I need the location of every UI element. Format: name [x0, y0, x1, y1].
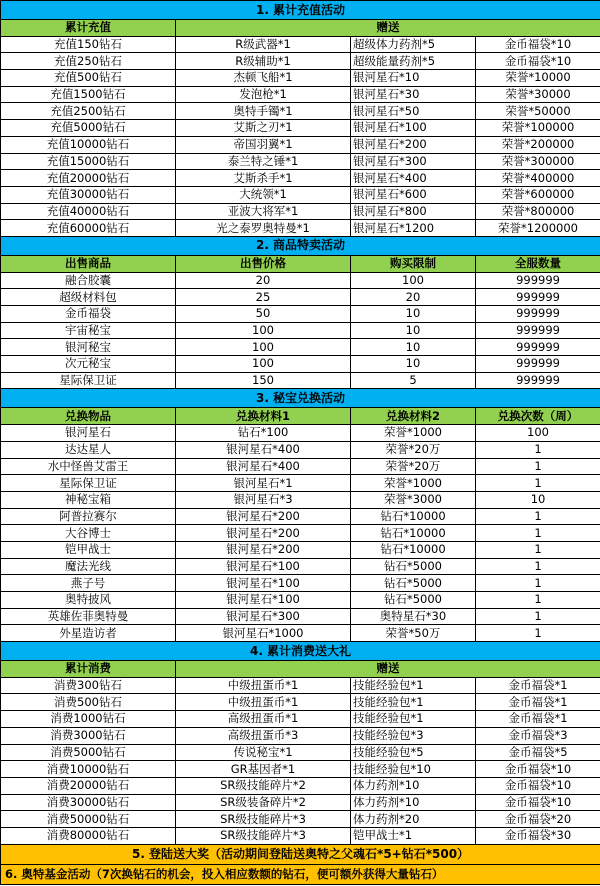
table-cell: 荣誉*50万 [351, 625, 476, 642]
table-cell: 钻石*5000 [351, 592, 476, 609]
table-cell: 消费20000钻石 [1, 777, 176, 794]
table-row [1, 425, 600, 442]
table-cell: 奥特星石*30 [351, 608, 476, 625]
column-header: 出售价格 [176, 255, 351, 272]
table-cell: SR级装备碎片*2 [176, 794, 351, 811]
table-cell: 金币福袋*1 [476, 677, 600, 694]
table-cell: 充值15000钻石 [1, 153, 176, 170]
table-cell: 钻石*100 [176, 425, 351, 442]
table-cell: 999999 [476, 322, 600, 339]
table-cell: 超级体力药剂*5 [351, 36, 476, 53]
table-cell: 消费300钻石 [1, 677, 176, 694]
table-cell: 金币福袋*10 [476, 777, 600, 794]
table-cell: 发泡枪*1 [176, 86, 351, 103]
table-cell: 传说秘宝*1 [176, 744, 351, 761]
table-cell: 50 [176, 306, 351, 323]
table-cell: 荣誉*400000 [476, 170, 600, 187]
table-cell: 技能经验包*10 [351, 761, 476, 778]
table-cell: 体力药剂*10 [351, 777, 476, 794]
table-cell: 融合胶囊 [1, 272, 176, 289]
table-cell: 艾斯杀手*1 [176, 170, 351, 187]
table-cell: 金币福袋*30 [476, 827, 600, 844]
table-cell: 1 [476, 525, 600, 542]
table-cell: 10 [351, 306, 476, 323]
table-cell: 荣誉*1000 [351, 425, 476, 442]
section-title: 1. 累计充值活动 [1, 1, 600, 20]
table-cell: 技能经验包*3 [351, 727, 476, 744]
table-cell: 消费10000钻石 [1, 761, 176, 778]
table-row [1, 694, 600, 711]
table-cell: 银河星石*400 [176, 458, 351, 475]
table-row [1, 475, 600, 492]
table-row [1, 372, 600, 389]
table-cell: 充值1500钻石 [1, 86, 176, 103]
section-title-row [1, 236, 600, 255]
table-cell: 荣誉*20万 [351, 441, 476, 458]
table-cell: 100 [476, 425, 600, 442]
table-cell: 1 [476, 508, 600, 525]
table-cell: 银河星石*100 [176, 575, 351, 592]
table-cell: R级辅助*1 [176, 53, 351, 70]
table-cell: 水中怪兽艾雷王 [1, 458, 176, 475]
table-cell: 充值40000钻石 [1, 203, 176, 220]
column-header-row [1, 255, 600, 272]
table-cell: 100 [176, 339, 351, 356]
column-header-row [1, 661, 600, 678]
table-cell: 荣誉*600000 [476, 186, 600, 203]
table-cell: 1 [476, 458, 600, 475]
table-cell: 银河星石*200 [176, 525, 351, 542]
table-cell: 荣誉*10000 [476, 70, 600, 87]
table-cell: 银河星石*50 [351, 103, 476, 120]
table-cell: 金币福袋*1 [476, 694, 600, 711]
table-cell: 银河星石*300 [176, 608, 351, 625]
table-row [1, 86, 600, 103]
table-cell: 银河星石*200 [176, 508, 351, 525]
table-cell: 1 [476, 558, 600, 575]
table-cell: 充值500钻石 [1, 70, 176, 87]
table-cell: 消费3000钻石 [1, 727, 176, 744]
table-cell: 100 [176, 356, 351, 373]
table-cell: 中级扭蛋币*1 [176, 677, 351, 694]
table-row [1, 744, 600, 761]
table-cell: 999999 [476, 356, 600, 373]
table-row [1, 153, 600, 170]
table-cell: 荣誉*30000 [476, 86, 600, 103]
table-row [1, 289, 600, 306]
table-row [1, 575, 600, 592]
table-cell: 充值10000钻石 [1, 136, 176, 153]
table-cell: 10 [476, 491, 600, 508]
table-cell: 银河星石*1 [176, 475, 351, 492]
table-cell: 高级扭蛋币*3 [176, 727, 351, 744]
column-header: 兑换次数（周） [476, 408, 600, 425]
table-cell: 英雄佐菲奥特曼 [1, 608, 176, 625]
table-cell: 技能经验包*1 [351, 694, 476, 711]
section-title-row [1, 844, 600, 864]
table-row [1, 508, 600, 525]
table-cell: 银河星石*300 [351, 153, 476, 170]
table-cell: 1 [476, 625, 600, 642]
table-cell: 金币福袋*3 [476, 727, 600, 744]
table-cell: SR级技能碎片*3 [176, 827, 351, 844]
table-cell: 10 [351, 356, 476, 373]
table-cell: 1 [476, 541, 600, 558]
table-cell: 外星造访者 [1, 625, 176, 642]
column-header: 累计充值 [1, 20, 176, 37]
table-cell: 金币福袋*5 [476, 744, 600, 761]
table-cell: 技能经验包*1 [351, 677, 476, 694]
table-cell: 银河星石*800 [351, 203, 476, 220]
table-cell: 星际保卫证 [1, 475, 176, 492]
table-cell: 宇宙秘宝 [1, 322, 176, 339]
table-cell: 10 [351, 322, 476, 339]
table-cell: SR级技能碎片*3 [176, 811, 351, 828]
table-row [1, 272, 600, 289]
table-row [1, 727, 600, 744]
section-title: 4. 累计消费送大礼 [1, 642, 600, 661]
table-cell: 消费5000钻石 [1, 744, 176, 761]
table-cell: 荣誉*100000 [476, 120, 600, 137]
table-cell: 银河星石*200 [351, 136, 476, 153]
table-row [1, 677, 600, 694]
section-title-row [1, 389, 600, 408]
table-cell: 金币福袋*10 [476, 53, 600, 70]
table-row [1, 356, 600, 373]
table-cell: 999999 [476, 372, 600, 389]
table-cell: 银河星石 [1, 425, 176, 442]
table-row [1, 120, 600, 137]
table-cell: 中级扭蛋币*1 [176, 694, 351, 711]
table-cell: 超级能量药剂*5 [351, 53, 476, 70]
column-header: 累计消费 [1, 661, 176, 678]
table-row [1, 794, 600, 811]
table-cell: 大统领*1 [176, 186, 351, 203]
table-cell: 钻石*10000 [351, 541, 476, 558]
table-cell: 泰兰特之锤*1 [176, 153, 351, 170]
table-row [1, 136, 600, 153]
table-row [1, 170, 600, 187]
table-row [1, 339, 600, 356]
table-cell: 100 [176, 322, 351, 339]
table-cell: 金币福袋*10 [476, 794, 600, 811]
section-title-row [1, 642, 600, 661]
table-cell: 魔法光线 [1, 558, 176, 575]
table-cell: 消费50000钻石 [1, 811, 176, 828]
section-title-row [1, 864, 600, 884]
table-cell: 银河星石*100 [176, 592, 351, 609]
table-cell: 1 [476, 441, 600, 458]
table-row [1, 541, 600, 558]
table-cell: 金币福袋*10 [476, 761, 600, 778]
table-row [1, 103, 600, 120]
table-cell: 荣誉*1200000 [476, 220, 600, 237]
table-cell: 奥特披风 [1, 592, 176, 609]
table-row [1, 777, 600, 794]
table-cell: 荣誉*3000 [351, 491, 476, 508]
table-cell: 金币福袋*1 [476, 711, 600, 728]
table-cell: 1 [476, 592, 600, 609]
table-row [1, 827, 600, 844]
table-cell: 银河星石*100 [176, 558, 351, 575]
column-header-row [1, 20, 600, 37]
table-cell: 25 [176, 289, 351, 306]
table-cell: 20 [176, 272, 351, 289]
table-cell: R级武器*1 [176, 36, 351, 53]
table-cell: 神秘宝箱 [1, 491, 176, 508]
table-cell: 钻石*10000 [351, 508, 476, 525]
table-cell: 银河星石*10 [351, 70, 476, 87]
table-row [1, 811, 600, 828]
table-cell: 10 [351, 339, 476, 356]
column-header: 赠送 [176, 661, 600, 678]
column-header: 购买限制 [351, 255, 476, 272]
section-title: 3. 秘宝兑换活动 [1, 389, 600, 408]
table-cell: 充值20000钻石 [1, 170, 176, 187]
table-row [1, 70, 600, 87]
table-cell: 银河秘宝 [1, 339, 176, 356]
table-cell: 充值150钻石 [1, 36, 176, 53]
table-cell: 体力药剂*20 [351, 811, 476, 828]
table-row [1, 441, 600, 458]
table-row [1, 220, 600, 237]
table-cell: 光之泰罗奥特曼*1 [176, 220, 351, 237]
section-title-row [1, 1, 600, 20]
table-cell: 充值60000钻石 [1, 220, 176, 237]
column-header: 兑换材料2 [351, 408, 476, 425]
table-cell: 星际保卫证 [1, 372, 176, 389]
table-cell: 消费500钻石 [1, 694, 176, 711]
table-cell: 100 [351, 272, 476, 289]
table-cell: 1 [476, 475, 600, 492]
table-cell: 消费80000钻石 [1, 827, 176, 844]
column-header: 赠送 [176, 20, 600, 37]
table-row [1, 322, 600, 339]
table-row [1, 711, 600, 728]
table-cell: 银河星石*30 [351, 86, 476, 103]
table-row [1, 558, 600, 575]
table-cell: 消费1000钻石 [1, 711, 176, 728]
table-cell: 高级扭蛋币*1 [176, 711, 351, 728]
table-cell: 荣誉*1000 [351, 475, 476, 492]
column-header: 全服数量 [476, 255, 600, 272]
table-cell: 充值5000钻石 [1, 120, 176, 137]
table-cell: 技能经验包*1 [351, 711, 476, 728]
table-cell: 铠甲战士 [1, 541, 176, 558]
table-cell: 燕子号 [1, 575, 176, 592]
table-cell: 银河星石*400 [176, 441, 351, 458]
table-cell: 银河星石*3 [176, 491, 351, 508]
table-cell: GR基因者*1 [176, 761, 351, 778]
table-row [1, 186, 600, 203]
table-cell: 大谷博士 [1, 525, 176, 542]
column-header: 兑换物品 [1, 408, 176, 425]
table-cell: 消费30000钻石 [1, 794, 176, 811]
table-row [1, 491, 600, 508]
table-row [1, 625, 600, 642]
table-cell: 技能经验包*5 [351, 744, 476, 761]
table-cell: 充值30000钻石 [1, 186, 176, 203]
table-cell: 荣誉*20万 [351, 458, 476, 475]
table-cell: 钻石*10000 [351, 525, 476, 542]
table-cell: 150 [176, 372, 351, 389]
table-row [1, 525, 600, 542]
table-cell: 荣誉*200000 [476, 136, 600, 153]
table-cell: 钻石*5000 [351, 558, 476, 575]
table-cell: 杰顿飞船*1 [176, 70, 351, 87]
column-header: 兑换材料1 [176, 408, 351, 425]
table-cell: 银河星石*400 [351, 170, 476, 187]
table-cell: 1 [476, 608, 600, 625]
table-cell: 20 [351, 289, 476, 306]
table-cell: 充值2500钻石 [1, 103, 176, 120]
table-cell: 999999 [476, 306, 600, 323]
table-cell: 奥特手镯*1 [176, 103, 351, 120]
table-cell: 达达星人 [1, 441, 176, 458]
table-cell: 帝国羽翼*1 [176, 136, 351, 153]
table-row [1, 36, 600, 53]
column-header: 出售商品 [1, 255, 176, 272]
section-title: 6. 奥特基金活动（7次换钻石的机会，投入相应数额的钻石，便可额外获得大量钻石） [1, 864, 600, 884]
table-cell: 钻石*5000 [351, 575, 476, 592]
table-cell: 银河星石*600 [351, 186, 476, 203]
table-cell: 999999 [476, 272, 600, 289]
table-cell: SR级技能碎片*2 [176, 777, 351, 794]
table-cell: 荣誉*300000 [476, 153, 600, 170]
table-cell: 次元秘宝 [1, 356, 176, 373]
table-cell: 999999 [476, 339, 600, 356]
table-cell: 阿普拉赛尔 [1, 508, 176, 525]
table-cell: 银河星石*1200 [351, 220, 476, 237]
table-row [1, 458, 600, 475]
table-row [1, 592, 600, 609]
table-cell: 银河星石*200 [176, 541, 351, 558]
section-title: 5. 登陆送大奖（活动期间登陆送奥特之父魂石*5+钻石*500） [1, 844, 600, 864]
table-cell: 亚波大将军*1 [176, 203, 351, 220]
table-cell: 999999 [476, 289, 600, 306]
table-cell: 金币福袋 [1, 306, 176, 323]
table-row [1, 53, 600, 70]
section-title: 2. 商品特卖活动 [1, 236, 600, 255]
table-row [1, 608, 600, 625]
table-cell: 铠甲战士*1 [351, 827, 476, 844]
table-cell: 金币福袋*20 [476, 811, 600, 828]
table-cell: 荣誉*50000 [476, 103, 600, 120]
table-cell: 1 [476, 575, 600, 592]
table-cell: 充值250钻石 [1, 53, 176, 70]
table-row [1, 761, 600, 778]
table-cell: 超级材料包 [1, 289, 176, 306]
table-cell: 艾斯之刃*1 [176, 120, 351, 137]
table-row [1, 203, 600, 220]
table-cell: 银河星石*100 [351, 120, 476, 137]
table-cell: 金币福袋*10 [476, 36, 600, 53]
column-header-row [1, 408, 600, 425]
table-cell: 体力药剂*10 [351, 794, 476, 811]
table-cell: 5 [351, 372, 476, 389]
table-cell: 荣誉*800000 [476, 203, 600, 220]
table-cell: 银河星石*1000 [176, 625, 351, 642]
table-row [1, 306, 600, 323]
